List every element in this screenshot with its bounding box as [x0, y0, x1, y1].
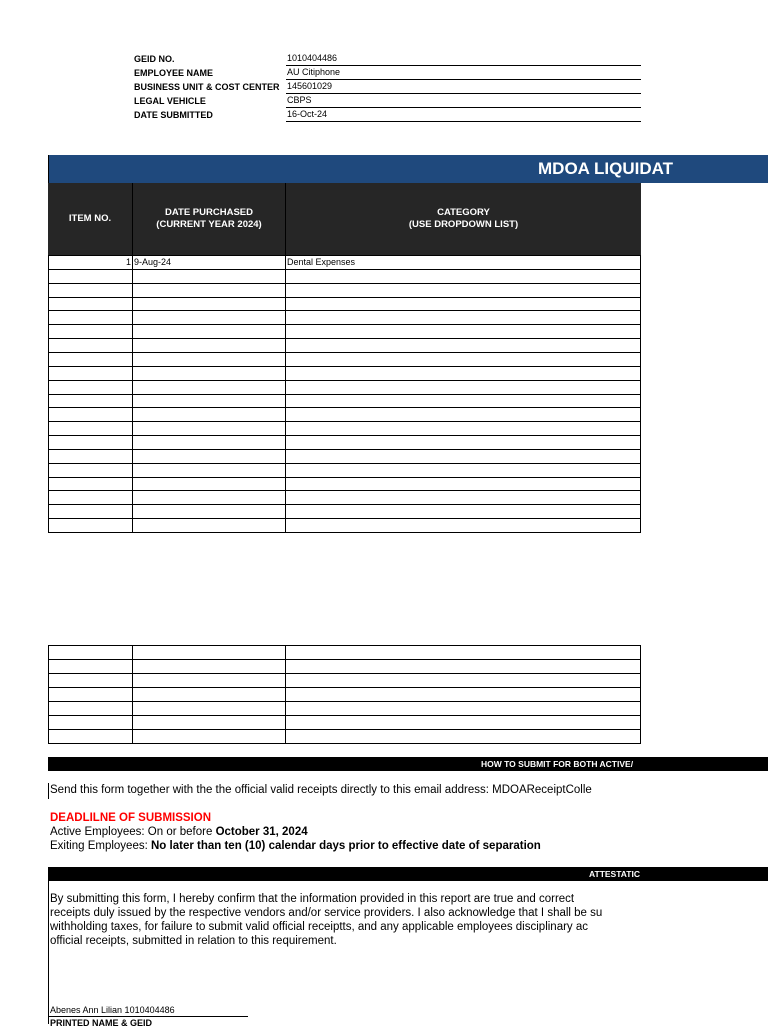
- instruction-border: [48, 783, 49, 799]
- grid-hline: [48, 435, 641, 436]
- exiting-employees-text: Exiting Employees:: [50, 840, 151, 852]
- attestation-line: withholding taxes, for failure to submit valid official receiptts, and any applicable employees disciplinary ac: [50, 921, 589, 933]
- date-submitted-value[interactable]: 16-Oct-24: [286, 108, 641, 122]
- grid-hline: [48, 729, 641, 730]
- col-header-category-line1: CATEGORY: [437, 207, 490, 218]
- col-header-item-no: [48, 183, 132, 255]
- grid-hline: [48, 407, 641, 408]
- grid-hline: [48, 490, 641, 491]
- grid-hline: [48, 645, 641, 646]
- grid-hline: [48, 659, 641, 660]
- active-employees-line: [50, 825, 308, 839]
- attestation-header: ATTESTATIC: [589, 869, 640, 879]
- deadline-heading: DEADLILNE OF SUBMISSION: [50, 812, 212, 824]
- business-unit-value[interactable]: 145601029: [286, 80, 641, 94]
- grid-hline: [48, 352, 641, 353]
- grid-hline: [48, 338, 641, 339]
- grid-hline: [48, 687, 641, 688]
- attestation-border: [48, 881, 49, 1024]
- employee-name-row: [134, 66, 640, 80]
- grid-hline: [48, 715, 641, 716]
- employee-name-value[interactable]: AU Citiphone: [286, 66, 641, 80]
- send-instruction: Send this form together with the the official valid receipts directly to this email address: MDOAReceiptColle: [50, 784, 592, 796]
- geid-row: [134, 52, 640, 66]
- exiting-employees-line: [50, 839, 541, 853]
- grid-hline: [48, 673, 641, 674]
- exiting-employees-rule: No later than ten (10) calendar days prior to effective date of separation: [151, 840, 541, 852]
- grid-hline: [48, 743, 641, 744]
- attestation-line: receipts duly issued by the respective vendors and/or service providers. I also acknowledge that I shall be su: [50, 907, 603, 919]
- grid-hline: [48, 297, 641, 298]
- date-submitted-row: [134, 108, 640, 122]
- item-number: 1: [126, 257, 132, 267]
- attestation-text-block: [50, 892, 642, 952]
- grid-hline: [48, 366, 641, 367]
- how-to-submit-bar: [48, 757, 768, 771]
- col-header-category: [286, 183, 641, 255]
- grid-hline: [48, 394, 641, 395]
- col-header-date-line2: (CURRENT YEAR 2024): [156, 219, 262, 230]
- items-table: [48, 255, 641, 532]
- grid-hline: [48, 463, 641, 464]
- grid-hline: [48, 518, 641, 519]
- header-divider-1: [132, 183, 133, 255]
- date-purchased: 9-Aug-24: [134, 257, 172, 267]
- category: Dental Expenses: [287, 257, 356, 267]
- attestation-line: official receipts, submitted in relation to this requirement.: [50, 935, 337, 947]
- active-employees-date: October 31, 2024: [215, 826, 308, 838]
- business-unit-label: BUSINESS UNIT & COST CENTER: [134, 82, 280, 92]
- col-header-category-line2: (USE DROPDOWN LIST): [408, 219, 519, 230]
- header-divider-2: [285, 183, 286, 255]
- grid-hline: [48, 324, 641, 325]
- grid-hline: [48, 701, 641, 702]
- grid-hline: [48, 283, 641, 284]
- table-row[interactable]: [48, 256, 641, 269]
- col-header-item-no-text: ITEM NO.: [68, 213, 112, 224]
- attestation-line: By submitting this form, I hereby confirm that the information provided in this report are true and correct: [50, 893, 575, 905]
- legal-vehicle-row: [134, 94, 640, 108]
- active-employees-text: Active Employees: On or before: [50, 826, 216, 838]
- col-header-date-line1: DATE PURCHASED: [165, 207, 253, 218]
- geid-label: GEID NO.: [134, 54, 175, 64]
- legal-vehicle-value[interactable]: CBPS: [286, 94, 641, 108]
- grid-hline: [48, 504, 641, 505]
- employee-name-label: EMPLOYEE NAME: [134, 68, 214, 78]
- attestation-bar: [48, 867, 768, 881]
- instruction-clip: [50, 783, 642, 799]
- date-submitted-label: DATE SUBMITTED: [134, 110, 213, 120]
- how-to-submit-header: HOW TO SUBMIT FOR BOTH ACTIVE/: [481, 759, 634, 769]
- col-header-date: [133, 183, 285, 255]
- grid-hline: [48, 421, 641, 422]
- signature-name[interactable]: Abenes Ann Lilian 1010404486: [50, 1005, 175, 1015]
- business-unit-row: [134, 80, 640, 94]
- legal-vehicle-label: LEGAL VEHICLE: [134, 96, 206, 106]
- items-table-continued: [48, 645, 641, 744]
- grid-hline: [48, 477, 641, 478]
- grid-hline: [48, 449, 641, 450]
- form-title-bar: [48, 155, 768, 183]
- grid-hline: [48, 380, 641, 381]
- form-title: MDOA LIQUIDAT: [538, 159, 674, 178]
- grid-hline: [48, 532, 641, 533]
- grid-hline: [48, 310, 641, 311]
- printed-name-label: PRINTED NAME & GEID: [50, 1018, 153, 1028]
- geid-value[interactable]: 1010404486: [286, 52, 641, 66]
